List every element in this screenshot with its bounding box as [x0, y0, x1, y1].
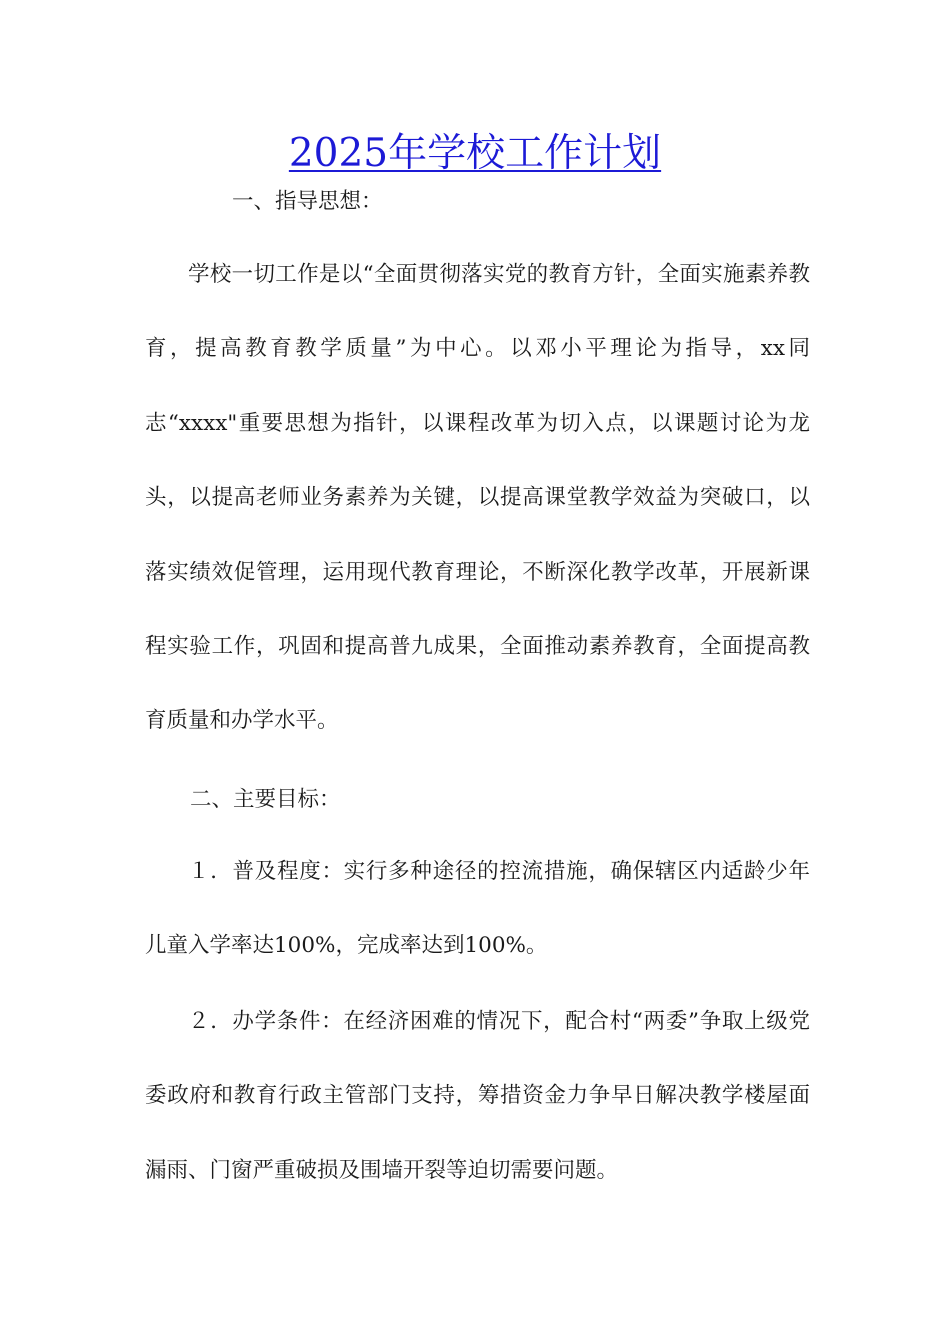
list-item-enrollment: １．普及程度：实行多种途径的控流措施，确保辖区内适龄少年儿童入学率达100%，完成率达到100%。: [145, 859, 810, 959]
section-heading-main-goals: 二、主要目标：: [190, 787, 341, 812]
paragraph-guiding-ideology: 学校一切工作是以“全面贯彻落实党的教育方针，全面实施素养教育，提高教育教学质量”为中心。以邓小平理论为指导，xx同志“xxxx"重要思想为指针，以课程改革为切入点，以课题讨论为龙头，以提高老师业务素养为关键，以提高课堂教学效益为突破口，以落实绩效促管理，运用现代教育理论，不断深化教学改革，开展新课程实验工作，巩固和提高普九成果，全面推动素养教育，全面提高教育质量和办学水平。: [145, 262, 810, 734]
list-item-school-conditions: ２．办学条件：在经济困难的情况下，配合村“两委”争取上级党委政府和教育行政主管部门支持，筹措资金力争早日解决教学楼屋面漏雨、门窗严重破损及围墙开裂等迫切需要问题。: [145, 1009, 810, 1183]
document-title: 2025年学校工作计划: [288, 131, 662, 176]
section-heading-guiding-ideology: 一、指导思想：: [232, 189, 383, 214]
